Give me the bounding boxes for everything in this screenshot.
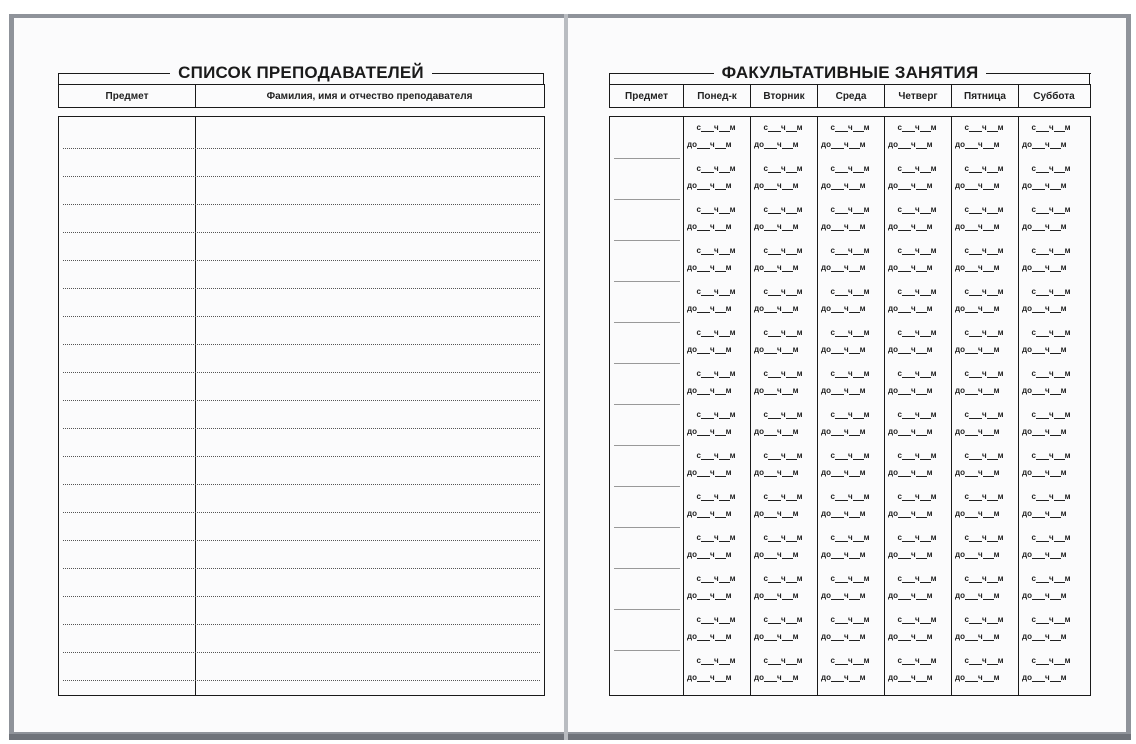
column-header: Пятница (952, 85, 1019, 107)
teacher-row[interactable] (63, 625, 540, 653)
column-header: Предмет (59, 85, 196, 107)
subject-separator (614, 650, 680, 651)
teacher-row[interactable] (63, 233, 540, 261)
teacher-row[interactable] (63, 513, 540, 541)
column-divider (683, 117, 684, 695)
title-rule-right (986, 73, 1091, 74)
teacher-row[interactable] (63, 401, 540, 429)
teacher-row[interactable] (63, 541, 540, 569)
column-header: Вторник (751, 85, 818, 107)
left-title-bar (58, 64, 544, 82)
subject-separator (614, 445, 680, 446)
teacher-row[interactable] (63, 429, 540, 457)
right-title-bar (609, 64, 1091, 82)
teacher-row[interactable] (63, 121, 540, 149)
teacher-row[interactable] (63, 149, 540, 177)
right-page-title: ФАКУЛЬТАТИВНЫЕ ЗАНЯТИЯ (721, 63, 979, 82)
subject-separator (614, 486, 680, 487)
teacher-row[interactable] (63, 569, 540, 597)
schedule-table: с ч м до ч м с ч м до ч м с ч м до ч м с ч м до ч м с ч м до ч м с ч м до ч м с ч м до ч м с ч м до ч м с ч м до ч м с ч м до ч м с ч м до ч м с ч м до ч м с ч м до ч м с ч м до ч м с ч м до ч м с ч м до ч м с ч м до ч м с ч м до ч м с ч м до ч м с ч м до ч м с ч м до ч м с ч м до ч м с ч м до ч м с ч м до ч м с ч м до ч м с ч м до ч м с ч м до ч м с ч м до ч м с ч м до ч м с ч м до ч м с ч м до ч м с ч м до ч м с ч м до ч м с ч м до ч м с ч м до ч м с ч м до ч м с ч м до ч м с ч м до ч м с ч м до ч м с ч м до ч м с ч м до ч м с ч м до ч м с ч м до ч м с ч м до ч м с ч м до ч м с ч м до ч м с ч м до ч м с ч м до ч м с ч м до ч м с ч м до ч м с ч м до ч м с ч м до ч м с ч м до ч м с ч м до ч м с ч м до ч м с ч м до ч м с ч м до ч м с ч м до ч м с ч м до ч м с ч м до ч м с ч м до ч м с ч м до ч м с ч м до ч м с ч м до ч м с ч м до ч м с ч м до ч м с ч м до ч м с ч м до ч м с ч м до ч м с ч м до ч м с ч м до ч м с ч м до ч м с ч м до ч м с ч м до ч м с ч м до ч м с ч м до ч м с ч м до ч м с ч м до ч м с ч м до ч м с ч м до ч м с ч м до ч м с ч м до ч м с ч м до ч м с ч м до ч м (609, 116, 1091, 696)
left-page (14, 18, 564, 732)
subject-separator (614, 158, 680, 159)
teacher-row[interactable] (63, 205, 540, 233)
subject-separator (614, 609, 680, 610)
right-page (568, 18, 1126, 732)
column-header: Предмет (610, 85, 684, 107)
teacher-row[interactable] (63, 289, 540, 317)
teacher-row[interactable] (63, 261, 540, 289)
subject-separator (614, 240, 680, 241)
left-header (58, 84, 545, 108)
teacher-row[interactable] (63, 177, 540, 205)
title-rule-right (432, 73, 544, 74)
column-header: Понед-к (684, 85, 751, 107)
teacher-list-table (58, 116, 545, 696)
teacher-row[interactable] (63, 345, 540, 373)
subject-separator (614, 322, 680, 323)
column-header: Четверг (885, 85, 952, 107)
notebook-spread (9, 14, 1131, 740)
subject-separator (614, 568, 680, 569)
book-edge (9, 734, 1131, 740)
teacher-row[interactable] (63, 653, 540, 681)
column-header: Суббота (1033, 90, 1075, 102)
teacher-row[interactable] (63, 485, 540, 513)
left-page-title: СПИСОК ПРЕПОДАВАТЕЛЕЙ (178, 63, 424, 82)
teacher-row[interactable] (63, 457, 540, 485)
teacher-row[interactable] (63, 597, 540, 625)
subject-separator (614, 199, 680, 200)
teacher-row[interactable] (63, 317, 540, 345)
subject-separator (614, 527, 680, 528)
column-header: Фамилия, имя и отчество преподавателя (266, 90, 473, 102)
subject-separator (614, 281, 680, 282)
subject-separator (614, 363, 680, 364)
subject-separator (614, 404, 680, 405)
teacher-row[interactable] (63, 373, 540, 401)
title-rule-left (609, 73, 714, 74)
title-rule-left (58, 73, 170, 74)
schedule-header (609, 84, 1091, 108)
column-header: Среда (818, 85, 885, 107)
